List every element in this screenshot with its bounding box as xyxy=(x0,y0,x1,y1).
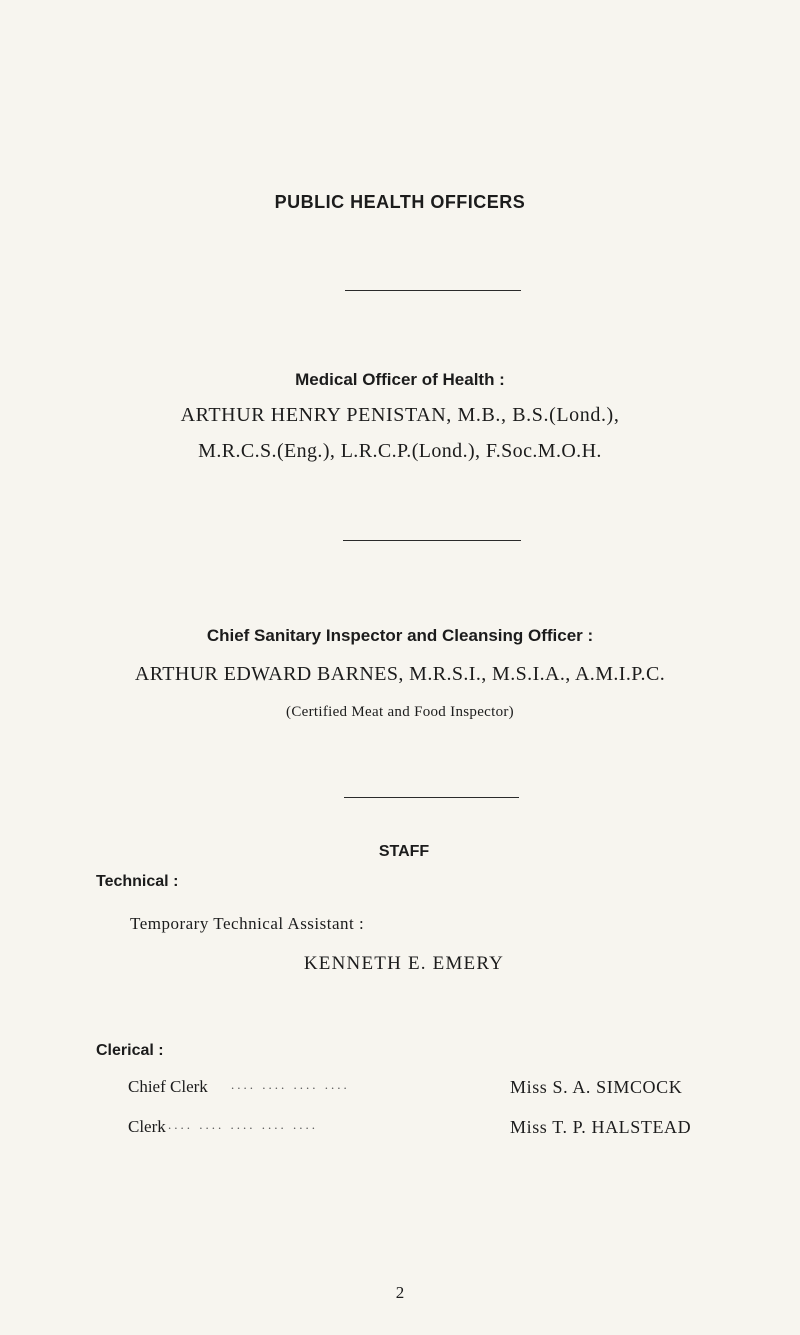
divider xyxy=(343,540,521,541)
divider xyxy=(345,290,521,291)
technical-assistant-role: Temporary Technical Assistant : xyxy=(130,914,365,933)
chief-sanitary-inspector-name: ARTHUR EDWARD BARNES, M.R.S.I., M.S.I.A., A.M.I.P.C. xyxy=(134,663,666,685)
leader-dots: .... .... .... .... xyxy=(231,1077,350,1092)
chief-sanitary-inspector-heading: Chief Sanitary Inspector and Cleansing Officer : xyxy=(206,626,594,645)
staff-heading: STAFF xyxy=(378,843,430,860)
page-number: 2 xyxy=(395,1283,405,1302)
staff-role: Clerk xyxy=(128,1117,166,1136)
staff-name: Miss S. A. SIMCOCK xyxy=(510,1077,683,1097)
staff-row xyxy=(128,1117,768,1143)
leader-dots: .... .... .... .... .... xyxy=(168,1117,318,1132)
medical-officer-name: ARTHUR HENRY PENISTAN, M.B., B.S.(Lond.), xyxy=(180,404,620,426)
staff-name: Miss T. P. HALSTEAD xyxy=(510,1117,692,1137)
clerical-section-label: Clerical : xyxy=(96,1042,164,1059)
medical-officer-heading: Medical Officer of Health : xyxy=(295,370,505,389)
technical-section-label: Technical : xyxy=(96,873,179,890)
staff-role: Chief Clerk xyxy=(128,1077,208,1096)
page-title: PUBLIC HEALTH OFFICERS xyxy=(274,192,526,212)
divider xyxy=(344,797,519,798)
technical-assistant-name: KENNETH E. EMERY xyxy=(303,953,505,974)
medical-officer-qualifications: M.R.C.S.(Eng.), L.R.C.P.(Lond.), F.Soc.M.O.H. xyxy=(198,440,602,462)
staff-row xyxy=(128,1077,768,1103)
certification-note: (Certified Meat and Food Inspector) xyxy=(286,704,514,720)
